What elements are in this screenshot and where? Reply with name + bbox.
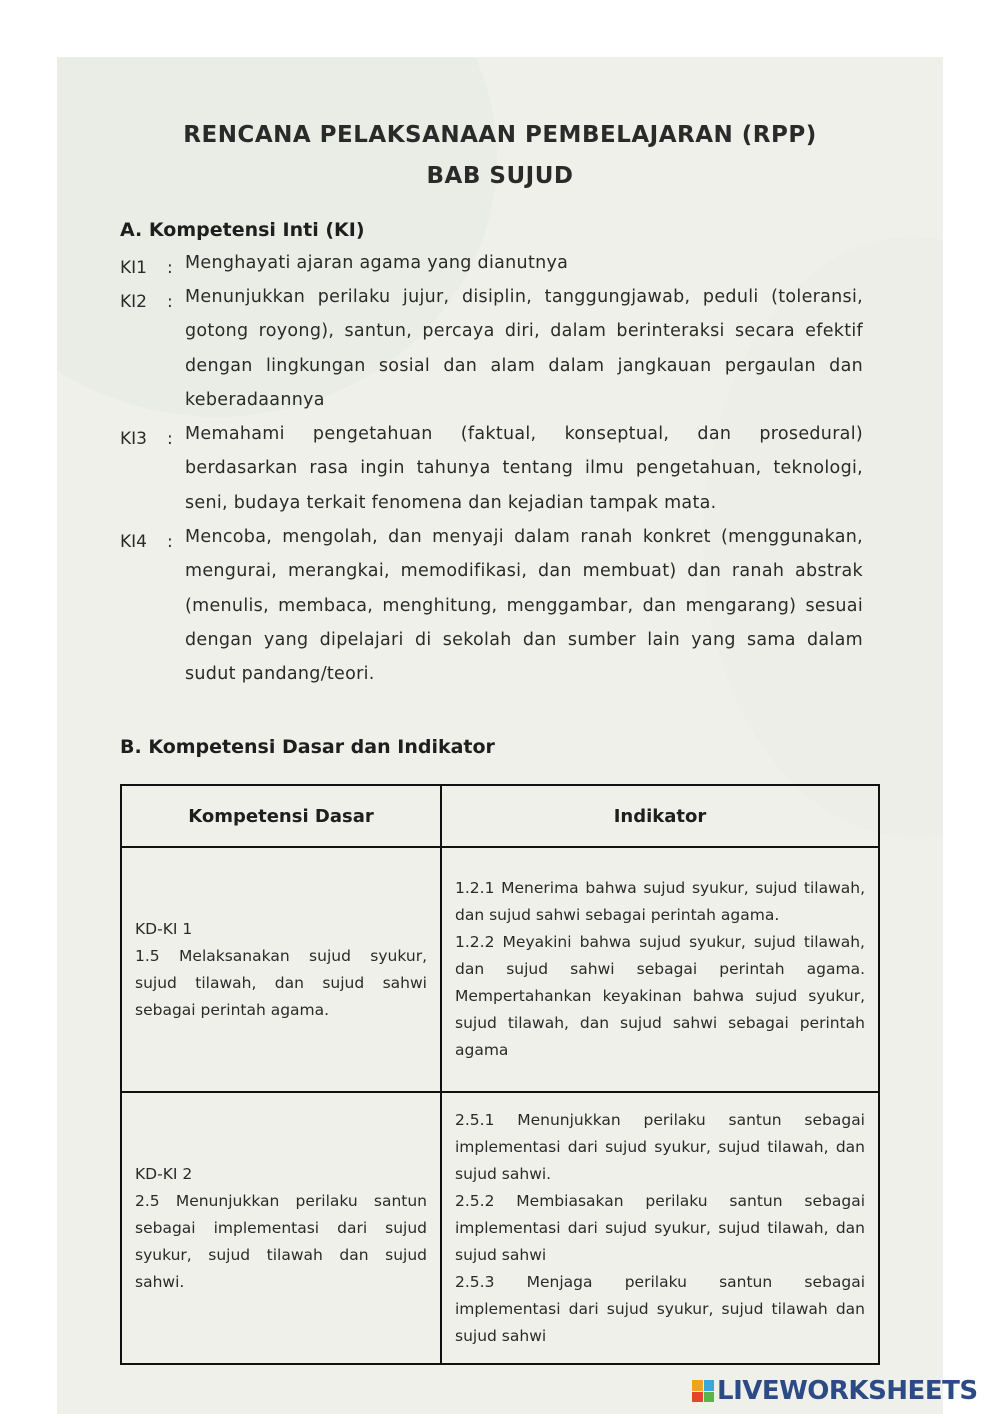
- kd-text: 2.5 Menunjukkan perilaku santun sebagai implementasi dari sujud syukur, sujud tilawah dan sujud sahwi.: [135, 1191, 427, 1291]
- column-header-kompetensi-dasar: Kompetensi Dasar: [121, 785, 441, 847]
- ki-colon: :: [167, 258, 173, 278]
- indicator-cell: [441, 1092, 879, 1364]
- table-header-row: [121, 785, 879, 847]
- ki-label: KI1: [120, 258, 147, 278]
- ki-label: KI2: [120, 292, 147, 312]
- ki-label: KI4: [120, 532, 147, 552]
- ki-label: KI3: [120, 429, 147, 449]
- kd-code: KD-KI 2: [135, 1164, 193, 1183]
- kd-cell: [121, 1092, 441, 1364]
- kd-code: KD-KI 1: [135, 919, 193, 938]
- ki-text: Mencoba, mengolah, dan menyaji dalam ranah konkret (menggunakan, mengurai, merangkai, memodifikasi, dan membuat) dan ranah abstrak (menulis, membaca, menghitung, menggambar, dan mengarang) sesuai dengan yang dipelajari di sekolah dan sumber lain yang sama dalam sudut pandang/teori.: [185, 527, 863, 685]
- liveworksheets-logo-icon: [692, 1380, 714, 1402]
- kd-indicator-table: [120, 784, 880, 1365]
- section-a-heading: A. Kompetensi Inti (KI): [120, 219, 365, 241]
- kd-cell: [121, 847, 441, 1092]
- document-title: RENCANA PELAKSANAAN PEMBELAJARAN (RPP): [183, 122, 817, 148]
- ki-text: Memahami pengetahuan (faktual, konseptual, dan prosedural) berdasarkan rasa ingin tahunya tentang ilmu pengetahuan, teknologi, seni, budaya terkait fenomena dan kejadian tampak mata.: [185, 424, 863, 513]
- watermark-text: LIVEWORKSHEETS: [717, 1376, 978, 1406]
- table-row: [121, 847, 879, 1092]
- ki-colon: :: [167, 292, 173, 312]
- indicator-item: 2.5.3 Menjaga perilaku santun sebagai implementasi dari sujud syukur, sujud tilawah dan sujud sahwi: [455, 1272, 865, 1345]
- table-row: [121, 1092, 879, 1364]
- indicator-item: 1.2.1 Menerima bahwa sujud syukur, sujud tilawah, dan sujud sahwi sebagai perintah agama.: [455, 879, 865, 924]
- column-header-indikator: Indikator: [441, 785, 879, 847]
- indicator-item: 2.5.2 Membiasakan perilaku santun sebagai implementasi dari sujud syukur, sujud tilawah, dan sujud sahwi: [455, 1191, 865, 1264]
- document-subtitle: BAB SUJUD: [426, 163, 574, 189]
- indicator-item: 1.2.2 Meyakini bahwa sujud syukur, sujud tilawah, dan sujud sahwi sebagai perintah agama. Mempertahankan keyakinan bahwa sujud syukur, sujud tilawah, dan sujud sahwi sebagai perintah agama: [455, 933, 865, 1059]
- ki-colon: :: [167, 532, 173, 552]
- ki-text: Menghayati ajaran agama yang dianutnya: [185, 253, 569, 273]
- section-b-heading: B. Kompetensi Dasar dan Indikator: [120, 736, 495, 758]
- kd-text: 1.5 Melaksanakan sujud syukur, sujud tilawah, dan sujud sahwi sebagai perintah agama.: [135, 946, 427, 1019]
- indicator-item: 2.5.1 Menunjukkan perilaku santun sebagai implementasi dari sujud syukur, sujud tilawah, dan sujud sahwi.: [455, 1110, 865, 1183]
- indicator-cell: [441, 847, 879, 1092]
- liveworksheets-watermark: [692, 1375, 978, 1407]
- ki-text: Menunjukkan perilaku jujur, disiplin, tanggungjawab, peduli (toleransi, gotong royong), santun, percaya diri, dalam berinteraksi secara efektif dengan lingkungan sosial dan alam dalam jangkauan pergaulan dan keberadaannya: [185, 287, 863, 410]
- ki-colon: :: [167, 429, 173, 449]
